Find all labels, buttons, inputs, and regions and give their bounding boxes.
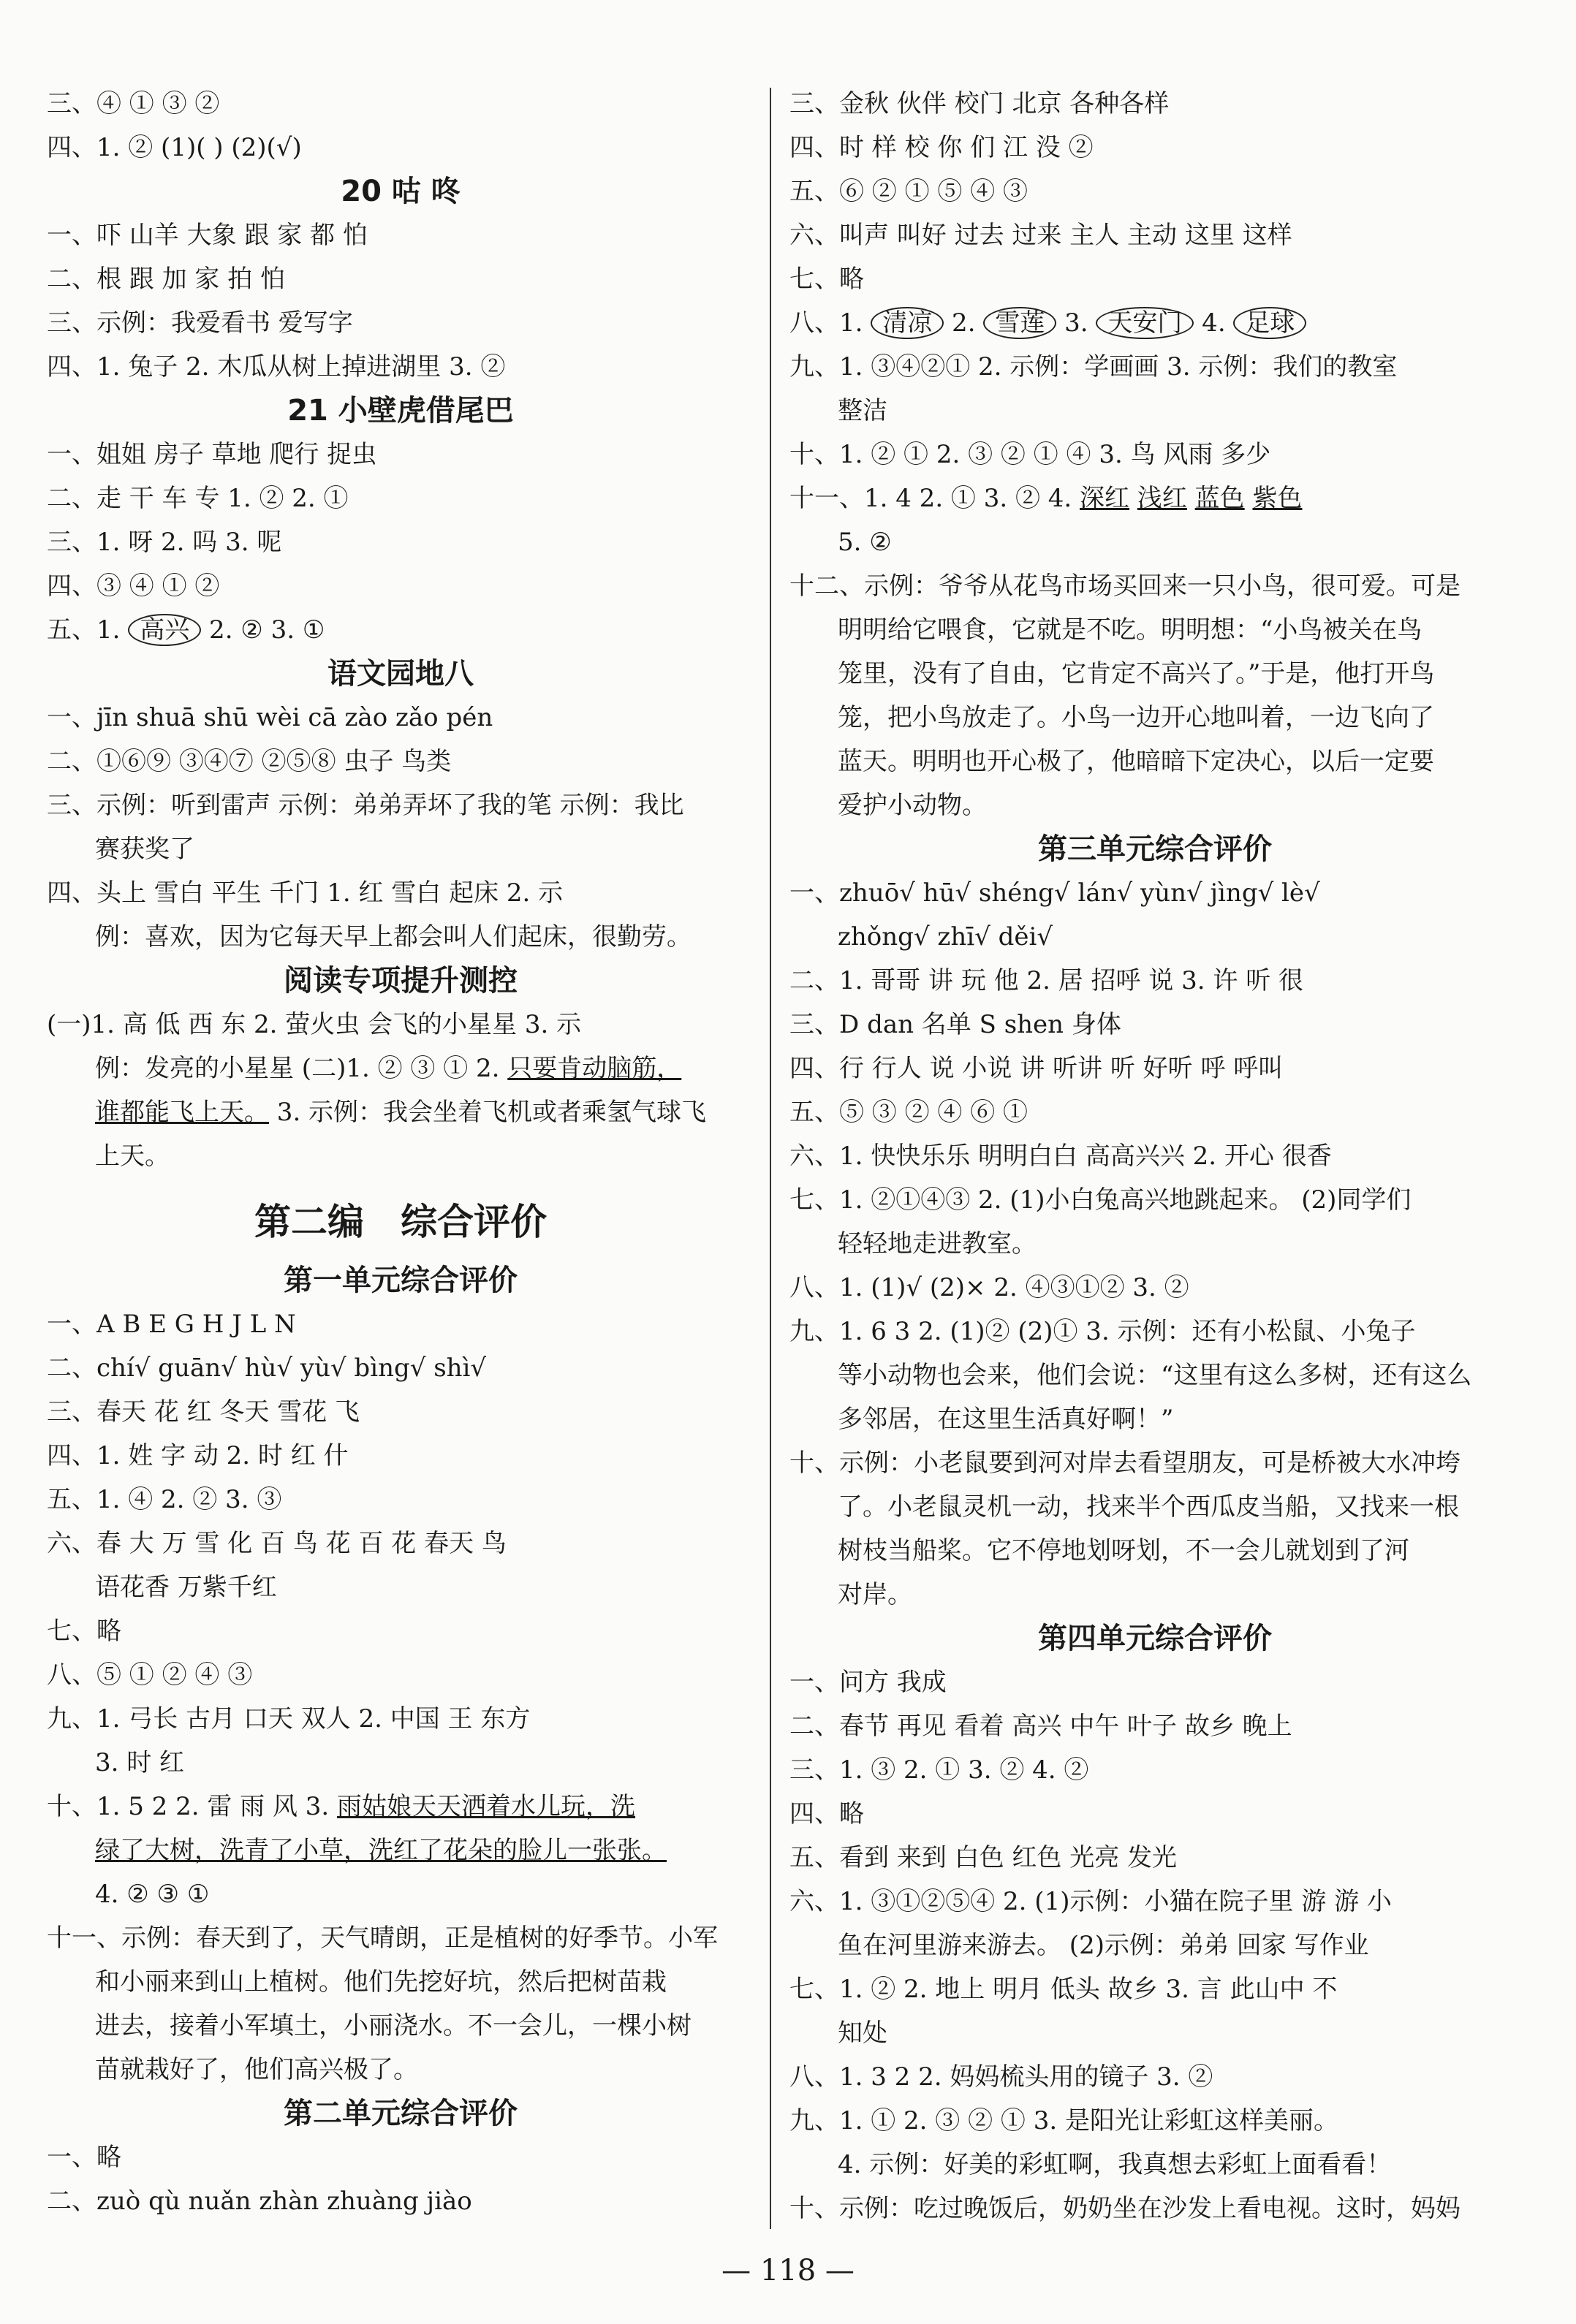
answer-line: 六、1. 快快乐乐 明明白白 高高兴兴 2. 开心 很香 — [789, 1142, 1332, 1171]
answer-text — [1129, 484, 1137, 513]
answer-line: 四、1. ② (1)( ) (2)(√) — [47, 133, 302, 162]
answer-line: 苗就栽好了，他们高兴极了。 — [95, 2055, 418, 2084]
answer-line: 二、春节 再见 看着 高兴 中午 叶子 故乡 晚上 — [789, 1712, 1292, 1741]
answer-line: 九、1. ① 2. ③ ② ① 3. 是阳光让彩虹这样美丽。 — [789, 2106, 1338, 2135]
section-heading: 阅读专项提升测控 — [284, 964, 518, 998]
answer-line — [47, 1047, 754, 1090]
answer-line: 四、时 样 校 你 们 江 没 ② — [789, 133, 1094, 162]
answer-line: 一、吓 山羊 大象 跟 家 都 怕 — [47, 221, 368, 250]
answer-line: 一、姐姐 房子 草地 爬行 捉虫 — [47, 440, 377, 469]
underlined-answer: 谁都能飞上天。 — [95, 1098, 269, 1127]
answer-line: 蓝天。明明也开心极了，他暗暗下定决心，以后一定要 — [838, 747, 1434, 776]
answer-line: 五、⑤ ③ ② ④ ⑥ ① — [789, 1098, 1028, 1127]
answer-text — [1187, 484, 1195, 513]
answer-text: 3. 示例：我会坐着飞机或者乘氢气球飞 — [269, 1098, 707, 1127]
answer-text — [1245, 484, 1253, 513]
answer-line: 5. ② — [838, 528, 892, 557]
answer-line: 四、1. 兔子 2. 木瓜从树上掉进湖里 3. ② — [47, 352, 506, 381]
answer-line: 二、①⑥⑨ ③④⑦ ②⑤⑧ 虫子 鸟类 — [47, 747, 452, 776]
section-heading: 语文园地八 — [327, 657, 474, 691]
answer-line: 五、看到 来到 白色 红色 光亮 发光 — [789, 1843, 1178, 1872]
section-heading: 20 咕 咚 — [341, 175, 461, 208]
answer-line: 四、③ ④ ① ② — [47, 571, 220, 601]
answer-line: (一)1. 高 低 西 东 2. 萤火虫 会飞的小星星 3. 示 — [47, 1010, 582, 1039]
answer-line: 十、示例：吃过晚饭后，奶奶坐在沙发上看电视。这时，妈妈 — [789, 2194, 1461, 2223]
answer-line: 笼，把小鸟放走了。小鸟一边开心地叫着，一边飞向了 — [838, 703, 1434, 732]
answer-text: 4. — [1194, 308, 1234, 338]
underlined-answer: 浅红 — [1137, 484, 1187, 513]
answer-text: 2. — [944, 308, 984, 338]
answer-line: 九、1. 6 3 2. (1)② (2)① 3. 示例：还有小松鼠、小兔子 — [789, 1317, 1416, 1346]
answer-line: 四、行 行人 说 小说 讲 听讲 听 好听 呼 呼叫 — [789, 1054, 1284, 1083]
answer-line: 二、1. 哥哥 讲 玩 他 2. 居 招呼 说 3. 许 听 很 — [789, 966, 1304, 995]
underlined-answer: 深红 — [1080, 484, 1130, 513]
answer-line: 轻轻地走进教室。 — [838, 1229, 1037, 1258]
answer-line: 明明给它喂食，它就是不吃。明明想：“小鸟被关在鸟 — [838, 615, 1422, 645]
answer-line: 九、1. ③④②① 2. 示例：学画画 3. 示例：我们的教室 — [789, 352, 1398, 381]
section-heading: 第三单元综合评价 — [1038, 832, 1272, 866]
right-column — [789, 82, 1520, 2230]
answer-line: 六、春 大 万 雪 化 百 鸟 花 百 花 春天 鸟 — [47, 1529, 507, 1558]
answer-line — [789, 476, 1520, 520]
answer-line: 二、zuò qù nuǎn zhàn zhuàng jiào — [47, 2187, 472, 2216]
answer-line: 七、略 — [789, 265, 864, 294]
answer-line: 树枝当船桨。它不停地划呀划，不一会儿就划到了河 — [838, 1536, 1409, 1565]
answer-line: 二、走 干 车 专 1. ② 2. ① — [47, 484, 349, 513]
answer-line: 三、春天 花 红 冬天 雪花 飞 — [47, 1397, 360, 1427]
answer-line: 笼里，没有了自由，它肯定不高兴了。”于是，他打开鸟 — [838, 659, 1435, 688]
answer-line: 一、问方 我成 — [789, 1668, 947, 1697]
answer-line: 4. 示例：好美的彩虹啊，我真想去彩虹上面看看！ — [838, 2150, 1392, 2179]
answer-line: 三、④ ① ③ ② — [47, 89, 220, 118]
answer-line: 八、1. (1)√ (2)× 2. ④③①② 3. ② — [789, 1273, 1189, 1302]
answer-line: 八、⑤ ① ② ④ ③ — [47, 1660, 253, 1690]
section-heading: 21 小壁虎借尾巴 — [287, 394, 514, 428]
answer-line: 整洁 — [838, 396, 887, 425]
answer-line: 二、chí√ guān√ hù√ yù√ bìng√ shì√ — [47, 1353, 487, 1383]
answer-text: 十、1. 5 2 2. 雷 雨 风 3. — [47, 1792, 338, 1821]
answer-line: 语花香 万紫千红 — [95, 1573, 277, 1602]
page-number: — 118 — — [721, 2254, 855, 2287]
answer-line: 多邻居，在这里生活真好啊！” — [838, 1405, 1174, 1434]
answer-line: 六、叫声 叫好 过去 过来 主人 主动 这里 这样 — [789, 221, 1292, 250]
answer-line: 七、1. ② 2. 地上 明月 低头 故乡 3. 言 此山中 不 — [789, 1975, 1338, 2004]
answer-line: 三、D dan 名单 S shen 身体 — [789, 1010, 1121, 1039]
underlined-answer: 紫色 — [1252, 484, 1303, 513]
answer-line: 七、略 — [47, 1617, 121, 1646]
answer-line — [47, 1090, 754, 1134]
answer-line: 三、金秋 伙伴 校门 北京 各种各样 — [789, 89, 1170, 118]
answer-line: 一、zhuō√ hū√ shéng√ lán√ yùn√ jìng√ lè√ — [789, 878, 1320, 908]
answer-line: 七、1. ②①④③ 2. (1)小白兔高兴地跳起来。 (2)同学们 — [789, 1185, 1412, 1215]
section-heading: 第四单元综合评价 — [1038, 1622, 1272, 1655]
answer-line: 十、示例：小老鼠要到河对岸去看望朋友，可是桥被大水冲垮 — [789, 1448, 1461, 1478]
answer-line: 三、示例：我爱看书 爱写字 — [47, 308, 353, 338]
answer-line: 十、1. ② ① 2. ③ ② ① ④ 3. 鸟 风雨 多少 — [789, 440, 1271, 469]
answer-line: 例：喜欢，因为它每天早上都会叫人们起床，很勤劳。 — [95, 922, 692, 952]
circled-answer: 雪莲 — [983, 307, 1056, 339]
circled-answer: 天安门 — [1096, 307, 1194, 339]
answer-line: 一、A B E G H J L N — [47, 1310, 296, 1339]
answer-text: 五、1. — [47, 615, 129, 645]
left-column — [47, 82, 754, 2223]
answer-line — [47, 608, 754, 652]
answer-line: 4. ② ③ ① — [95, 1880, 210, 1909]
answer-line: 四、略 — [789, 1799, 864, 1829]
answer-line: 了。小老鼠灵机一动，找来半个西瓜皮当船，又找来一根 — [838, 1492, 1459, 1522]
answer-line: 四、头上 雪白 平生 千门 1. 红 雪白 起床 2. 示 — [47, 878, 564, 908]
answer-line: 鱼在河里游来游去。 (2)示例：弟弟 回家 写作业 — [838, 1931, 1369, 1960]
answer-line: 一、jīn shuā shū wèi cā zào zǎo pén — [47, 703, 493, 732]
section-heading: 第二单元综合评价 — [284, 2097, 518, 2130]
answer-line: 3. 时 红 — [95, 1748, 185, 1777]
answer-text: 2. ② 3. ① — [201, 615, 325, 645]
underlined-answer: 绿了大树，洗青了小草，洗红了花朵的脸儿一张张。 — [95, 1836, 667, 1865]
answer-text: 例：发亮的小星星 (二)1. ② ③ ① 2. — [95, 1054, 508, 1083]
answer-line — [47, 1785, 754, 1829]
answer-line: zhǒng√ zhī√ děi√ — [838, 922, 1053, 952]
answer-line: 上天。 — [95, 1142, 170, 1171]
answer-line: 九、1. 弓长 古月 口天 双人 2. 中国 王 东方 — [47, 1704, 531, 1733]
answer-line: 三、示例：听到雷声 示例：弟弟弄坏了我的笔 示例：我比 — [47, 791, 684, 820]
answer-line: 知处 — [838, 2019, 887, 2048]
answer-text: 十一、1. 4 2. ① 3. ② 4. — [789, 484, 1080, 513]
section-heading: 第二编 综合评价 — [254, 1201, 547, 1243]
column-divider — [770, 88, 771, 2229]
answer-line: 三、1. ③ 2. ① 3. ② 4. ② — [789, 1755, 1089, 1785]
underlined-answer: 蓝色 — [1194, 484, 1245, 513]
section-heading: 第一单元综合评价 — [284, 1264, 518, 1297]
answer-line: 三、1. 呀 2. 吗 3. 呢 — [47, 528, 282, 557]
answer-line — [47, 1829, 754, 1872]
answer-line: 爱护小动物。 — [838, 791, 987, 820]
answer-line: 等小动物也会来，他们会说：“这里有这么多树，还有这么 — [838, 1361, 1472, 1390]
answer-line: 六、1. ③①②⑤④ 2. (1)示例：小猫在院子里 游 游 小 — [789, 1887, 1392, 1916]
answer-line: 一、略 — [47, 2143, 121, 2172]
circled-answer: 高兴 — [128, 614, 201, 646]
circled-answer: 清凉 — [871, 307, 944, 339]
answer-line: 进去，接着小军填土，小丽浇水。不一会儿，一棵小树 — [95, 2011, 692, 2040]
answer-line: 十一、示例：春天到了，天气晴朗，正是植树的好季节。小军 — [47, 1924, 718, 1953]
circled-answer: 足球 — [1233, 307, 1306, 339]
answer-line: 赛获奖了 — [95, 835, 194, 864]
underlined-answer: 雨姑娘天天洒着水儿玩，洗 — [337, 1792, 636, 1821]
answer-line: 和小丽来到山上植树。他们先挖好坑，然后把树苗栽 — [95, 1967, 667, 1997]
answer-line: 对岸。 — [838, 1580, 912, 1609]
answer-text: 八、1. — [789, 308, 871, 338]
answer-line: 八、1. 3 2 2. 妈妈梳头用的镜子 3. ② — [789, 2062, 1213, 2092]
answer-line: 十二、示例：爷爷从花鸟市场买回来一只小鸟，很可爱。可是 — [789, 571, 1461, 601]
underlined-answer: 只要肯动脑筋， — [507, 1054, 682, 1083]
answer-text: 3. — [1056, 308, 1096, 338]
answer-line: 五、1. ④ 2. ② 3. ③ — [47, 1485, 282, 1514]
answer-line: 二、根 跟 加 家 拍 怕 — [47, 265, 286, 294]
answer-line — [789, 301, 1520, 345]
answer-line: 四、1. 姓 字 动 2. 时 红 什 — [47, 1441, 349, 1470]
answer-line: 五、⑥ ② ① ⑤ ④ ③ — [789, 177, 1028, 206]
